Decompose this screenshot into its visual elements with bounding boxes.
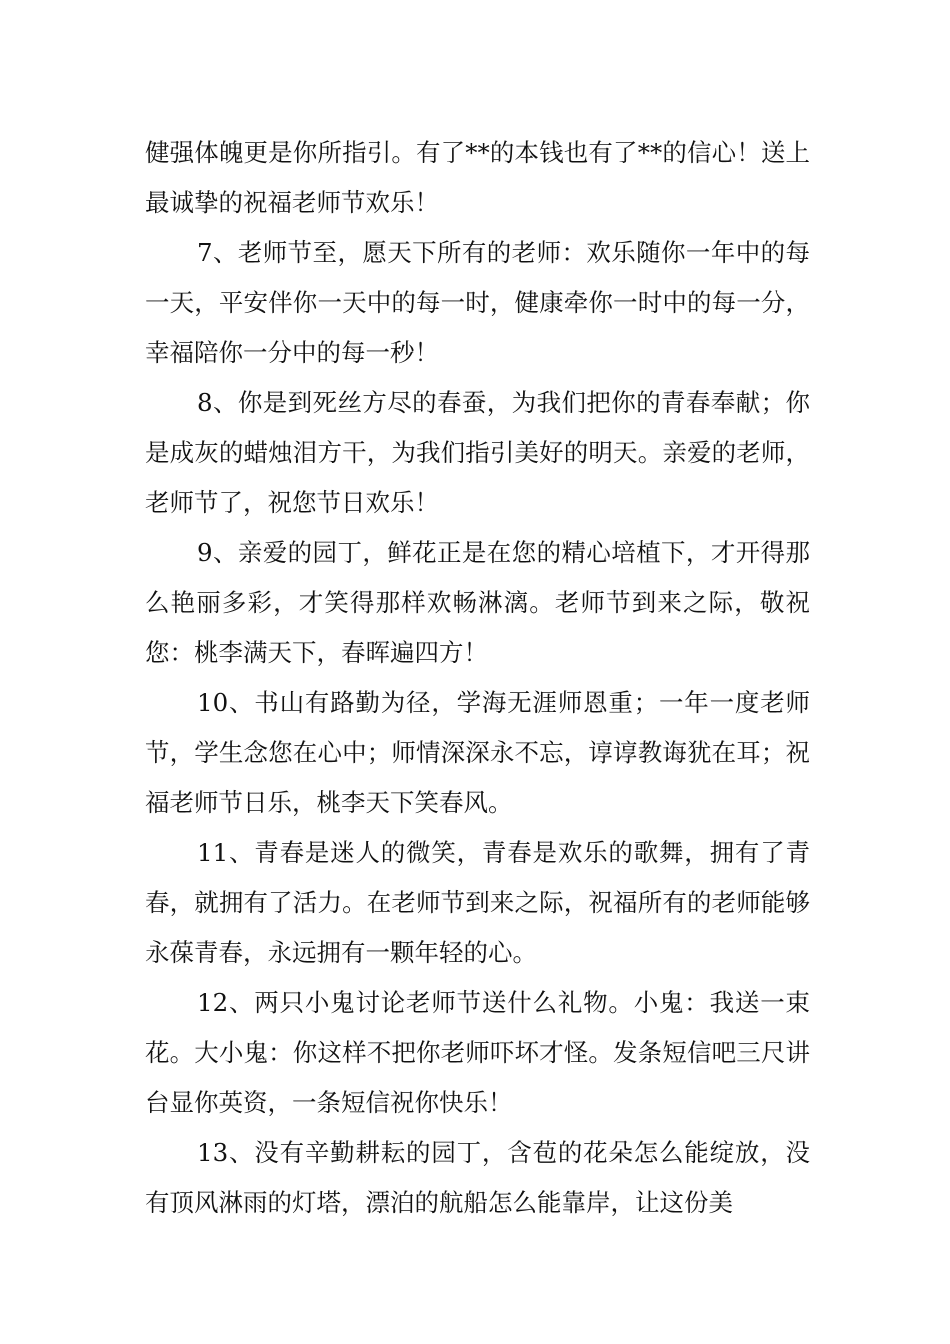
paragraph-item-7: 7、老师节至，愿天下所有的老师：欢乐随你一年中的每一天，平安伴你一天中的每一时，健康牵你一时中的每一分，幸福陪你一分中的每一秒！ bbox=[145, 238, 810, 367]
paragraph-item-13: 13、没有辛勤耕耘的园丁，含苞的花朵怎么能绽放，没有顶风淋雨的灯塔，漂泊的航船怎么能靠岸，让这份美 bbox=[145, 1138, 810, 1217]
paragraph-item-11: 11、青春是迷人的微笑，青春是欢乐的歌舞，拥有了青春，就拥有了活力。在老师节到来之际，祝福所有的老师能够永葆青春，永远拥有一颗年轻的心。 bbox=[145, 838, 810, 967]
paragraph-item-12: 12、两只小鬼讨论老师节送什么礼物。小鬼：我送一束花。大小鬼：你这样不把你老师吓坏才怪。发条短信吧三尺讲台显你英资，一条短信祝你快乐！ bbox=[145, 988, 810, 1117]
paragraph-continuation: 健强体魄更是你所指引。有了**的本钱也有了**的信心！送上最诚挚的祝福老师节欢乐！ bbox=[145, 138, 810, 217]
paragraph-item-9: 9、亲爱的园丁，鲜花正是在您的精心培植下，才开得那么艳丽多彩，才笑得那样欢畅淋漓。老师节到来之际，敬祝您：桃李满天下，春晖遍四方！ bbox=[145, 538, 810, 667]
document-body bbox=[145, 128, 810, 1228]
paragraph-item-8: 8、你是到死丝方尽的春蚕，为我们把你的青春奉献；你是成灰的蜡烛泪方干，为我们指引美好的明天。亲爱的老师，老师节了，祝您节日欢乐！ bbox=[145, 388, 810, 517]
paragraph-item-10: 10、书山有路勤为径，学海无涯师恩重；一年一度老师节，学生念您在心中；师情深深永不忘，谆谆教诲犹在耳；祝福老师节日乐，桃李天下笑春风。 bbox=[145, 688, 810, 817]
